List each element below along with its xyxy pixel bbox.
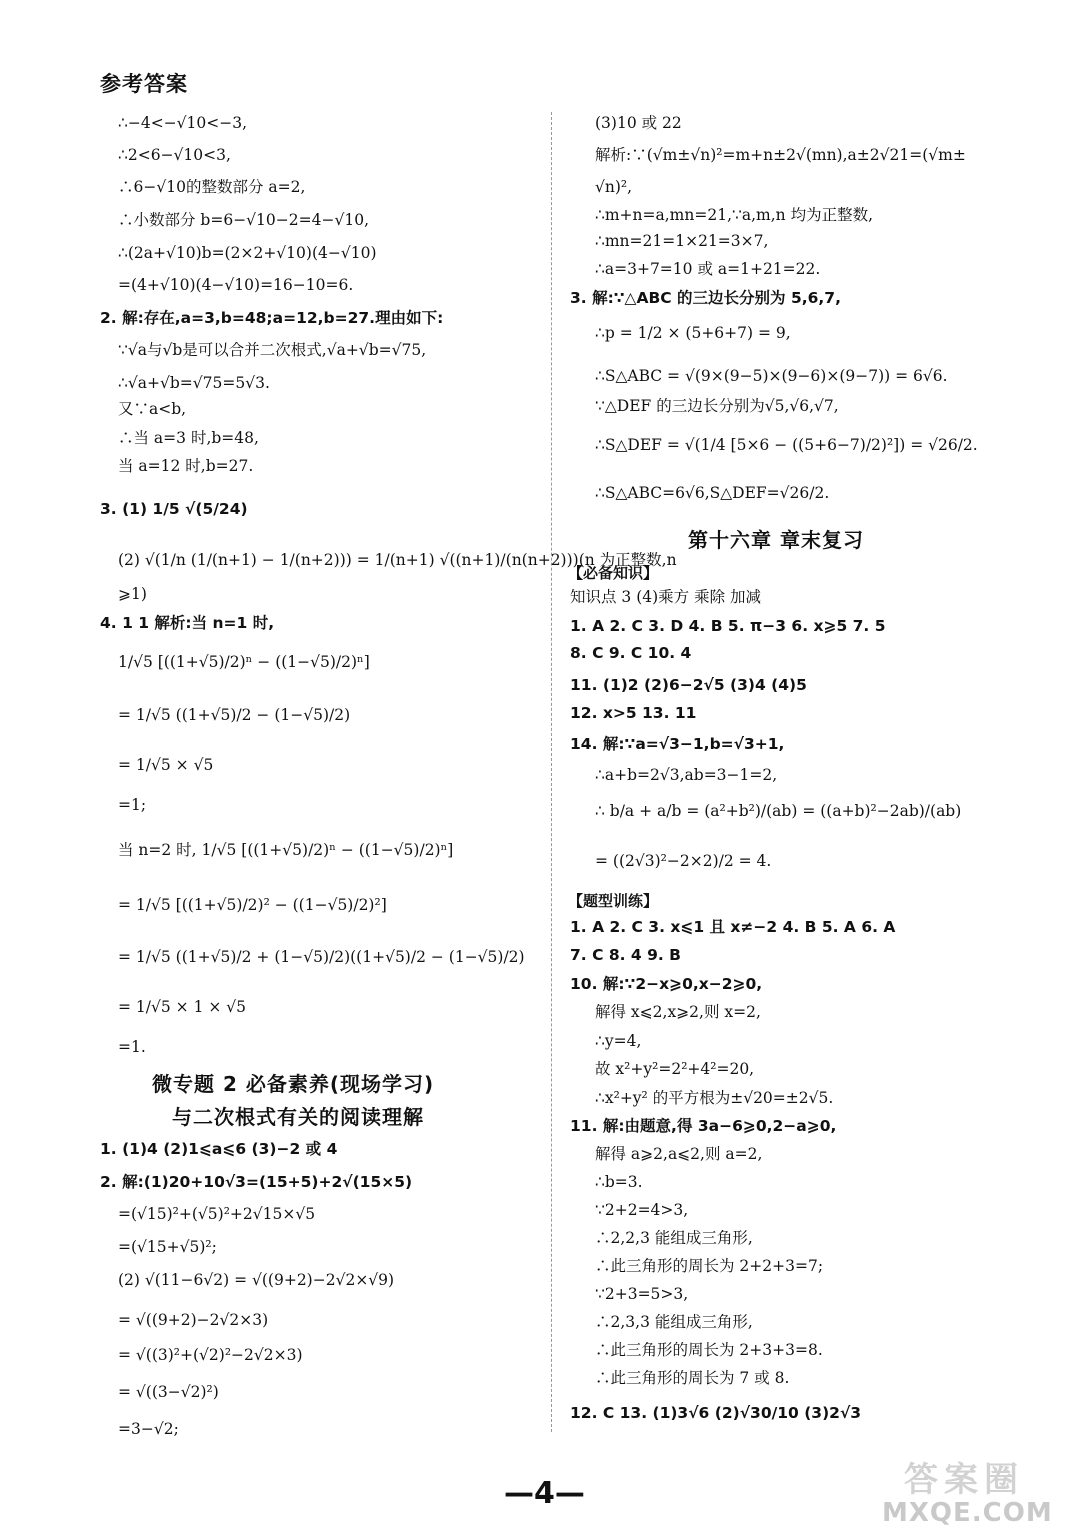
- page-header: 参考答案: [100, 72, 188, 96]
- answer-line: =1;: [118, 796, 147, 814]
- answer-line: ∴y=4,: [595, 1032, 642, 1050]
- question-4: 4. 1 1 解析:当 n=1 时,: [100, 614, 275, 632]
- question-14: 14. 解:∵a=√3−1,b=√3+1,: [570, 735, 785, 753]
- answer-line: ∵2+3=5>3,: [595, 1285, 689, 1303]
- answer-line: (3)10 或 22: [595, 114, 682, 132]
- knowledge-line: 知识点 3 (4)乘方 乘除 加减: [570, 588, 762, 606]
- answer-line: ∴p = 1/2 × (5+6+7) = 9,: [595, 324, 791, 342]
- answer-line: ∴2,2,3 能组成三角形,: [595, 1229, 753, 1247]
- answer-line: ∴2,3,3 能组成三角形,: [595, 1313, 753, 1331]
- answer-line: = √((9+2)−2√2×3): [118, 1311, 269, 1329]
- answer-row: 11. (1)2 (2)6−2√5 (3)4 (4)5: [570, 676, 807, 694]
- answer-line: =(√15)²+(√5)²+2√15×√5: [118, 1205, 316, 1223]
- question-3-right: 3. 解:∵△ABC 的三边长分别为 5,6,7,: [570, 289, 841, 307]
- answer-line: ∴mn=21=1×21=3×7,: [595, 232, 769, 250]
- answer-line: ∴b=3.: [595, 1173, 643, 1191]
- answer-line: 解得 x⩽2,x⩾2,则 x=2,: [595, 1003, 761, 1021]
- answer-line: ∴6−√10的整数部分 a=2,: [118, 178, 306, 196]
- answer-line: ∴S△ABC = √(9×(9−5)×(9−6)×(9−7)) = 6√6.: [595, 367, 948, 385]
- answer-line: ∴a=3+7=10 或 a=1+21=22.: [595, 260, 821, 278]
- answer-line: ∵2+2=4>3,: [595, 1201, 689, 1219]
- answer-row: 7. C 8. 4 9. B: [570, 946, 681, 964]
- watermark-site: MXQE.COM: [882, 1498, 1053, 1528]
- answer-line: (2) √(1/n (1/(n+1) − 1/(n+2))) = 1/(n+1) √((n+1)/(n(n+2)))(n 为正整数,n: [118, 551, 677, 569]
- mini-topic-subtitle: 与二次根式有关的阅读理解: [172, 1105, 424, 1129]
- answer-line: =(√15+√5)²;: [118, 1238, 217, 1256]
- answer-line: ∴ b/a + a/b = (a²+b²)/(ab) = ((a+b)²−2ab)/(ab): [595, 802, 962, 820]
- answer-line: ∴−4<−√10<−3,: [118, 114, 248, 132]
- watermark: [882, 1452, 1060, 1528]
- answer-line: ⩾1): [118, 585, 147, 603]
- question-11: 11. 解:由题意,得 3a−6⩾0,2−a⩾0,: [570, 1117, 837, 1135]
- answer-line: = 1/√5 × √5: [118, 756, 214, 774]
- answer-line: ∵√a与√b是可以合并二次根式,√a+√b=√75,: [118, 341, 427, 359]
- watermark-logo: 答案圈: [904, 1460, 1024, 1500]
- question-3: 3. (1) 1/5 √(5/24): [100, 500, 248, 518]
- mini-question-2: 2. 解:(1)20+10√3=(15+5)+2√(15×5): [100, 1173, 413, 1191]
- answer-row: 12. x>5 13. 11: [570, 704, 697, 722]
- mini-question-1: 1. (1)4 (2)1⩽a⩽6 (3)−2 或 4: [100, 1140, 338, 1158]
- section-label-bibei: 【必备知识】: [568, 564, 659, 582]
- answer-line: 又∵a<b,: [118, 400, 187, 418]
- answer-line: ∴m+n=a,mn=21,∵a,m,n 均为正整数,: [595, 206, 873, 224]
- answer-row: 1. A 2. C 3. x⩽1 且 x≠−2 4. B 5. A 6. A: [570, 918, 896, 936]
- answer-line: ∴S△DEF = √(1/4 [5×6 − ((5+6−7)/2)²]) = √26/2.: [595, 436, 978, 454]
- answer-line: 解得 a⩾2,a⩽2,则 a=2,: [595, 1145, 763, 1163]
- answer-line: =3−√2;: [118, 1420, 179, 1438]
- answer-line: = 1/√5 [((1+√5)/2)² − ((1−√5)/2)²]: [118, 896, 387, 914]
- answer-line: = 1/√5 ((1+√5)/2 − (1−√5)/2): [118, 706, 351, 724]
- section-label-tixing: 【题型训练】: [568, 892, 659, 910]
- answer-line: 解析:∵(√m±√n)²=m+n±2√(mn),a±2√21=(√m±: [595, 146, 966, 164]
- answer-line: ∴a+b=2√3,ab=3−1=2,: [595, 766, 778, 784]
- answer-line: ∴√a+√b=√75=5√3.: [118, 374, 270, 392]
- column-divider: [551, 112, 552, 1432]
- answer-line: ∴此三角形的周长为 2+3+3=8.: [595, 1341, 823, 1359]
- question-2: 2. 解:存在,a=3,b=48;a=12,b=27.理由如下:: [100, 309, 444, 327]
- answer-line: = √((3−√2)²): [118, 1383, 219, 1401]
- answer-line: √n)²,: [595, 178, 633, 196]
- question-10: 10. 解:∵2−x⩾0,x−2⩾0,: [570, 975, 763, 993]
- answer-line: 1/√5 [((1+√5)/2)ⁿ − ((1−√5)/2)ⁿ]: [118, 653, 370, 671]
- answer-line: = 1/√5 ((1+√5)/2 + (1−√5)/2)((1+√5)/2 − (1−√5)/2): [118, 948, 525, 966]
- answer-line: ∴S△ABC=6√6,S△DEF=√26/2.: [595, 484, 830, 502]
- page-number: —4—: [504, 1476, 585, 1511]
- answer-line: ∴此三角形的周长为 7 或 8.: [595, 1369, 790, 1387]
- answer-line: ∴2<6−√10<3,: [118, 146, 231, 164]
- answer-row: 12. C 13. (1)3√6 (2)√30/10 (3)2√3: [570, 1404, 862, 1422]
- answer-line: = ((2√3)²−2×2)/2 = 4.: [595, 852, 772, 870]
- mini-topic-title: 微专题 2 必备素养(现场学习): [152, 1072, 435, 1096]
- answer-line: ∴小数部分 b=6−√10−2=4−√10,: [118, 211, 369, 229]
- answer-line: 故 x²+y²=2²+4²=20,: [595, 1060, 755, 1078]
- answer-line: =1.: [118, 1038, 146, 1056]
- answer-line: ∴x²+y² 的平方根为±√20=±2√5.: [595, 1089, 834, 1107]
- answer-line: ∴当 a=3 时,b=48,: [118, 429, 259, 447]
- answer-line: ∴此三角形的周长为 2+2+3=7;: [595, 1257, 824, 1275]
- answer-row: 1. A 2. C 3. D 4. B 5. π−3 6. x⩾5 7. 5: [570, 617, 886, 635]
- answer-line: ∵△DEF 的三边长分别为√5,√6,√7,: [595, 397, 839, 415]
- answer-line: = 1/√5 × 1 × √5: [118, 998, 247, 1016]
- answer-line: (2) √(11−6√2) = √((9+2)−2√2×√9): [118, 1271, 395, 1289]
- chapter-title: 第十六章 章末复习: [688, 528, 864, 552]
- answer-line: = √((3)²+(√2)²−2√2×3): [118, 1346, 303, 1364]
- answer-line: 当 n=2 时, 1/√5 [((1+√5)/2)ⁿ − ((1−√5)/2)ⁿ]: [118, 841, 454, 859]
- answer-line: 当 a=12 时,b=27.: [118, 457, 254, 475]
- answer-line: ∴(2a+√10)b=(2×2+√10)(4−√10): [118, 244, 377, 262]
- answer-row: 8. C 9. C 10. 4: [570, 644, 692, 662]
- answer-line: =(4+√10)(4−√10)=16−10=6.: [118, 276, 354, 294]
